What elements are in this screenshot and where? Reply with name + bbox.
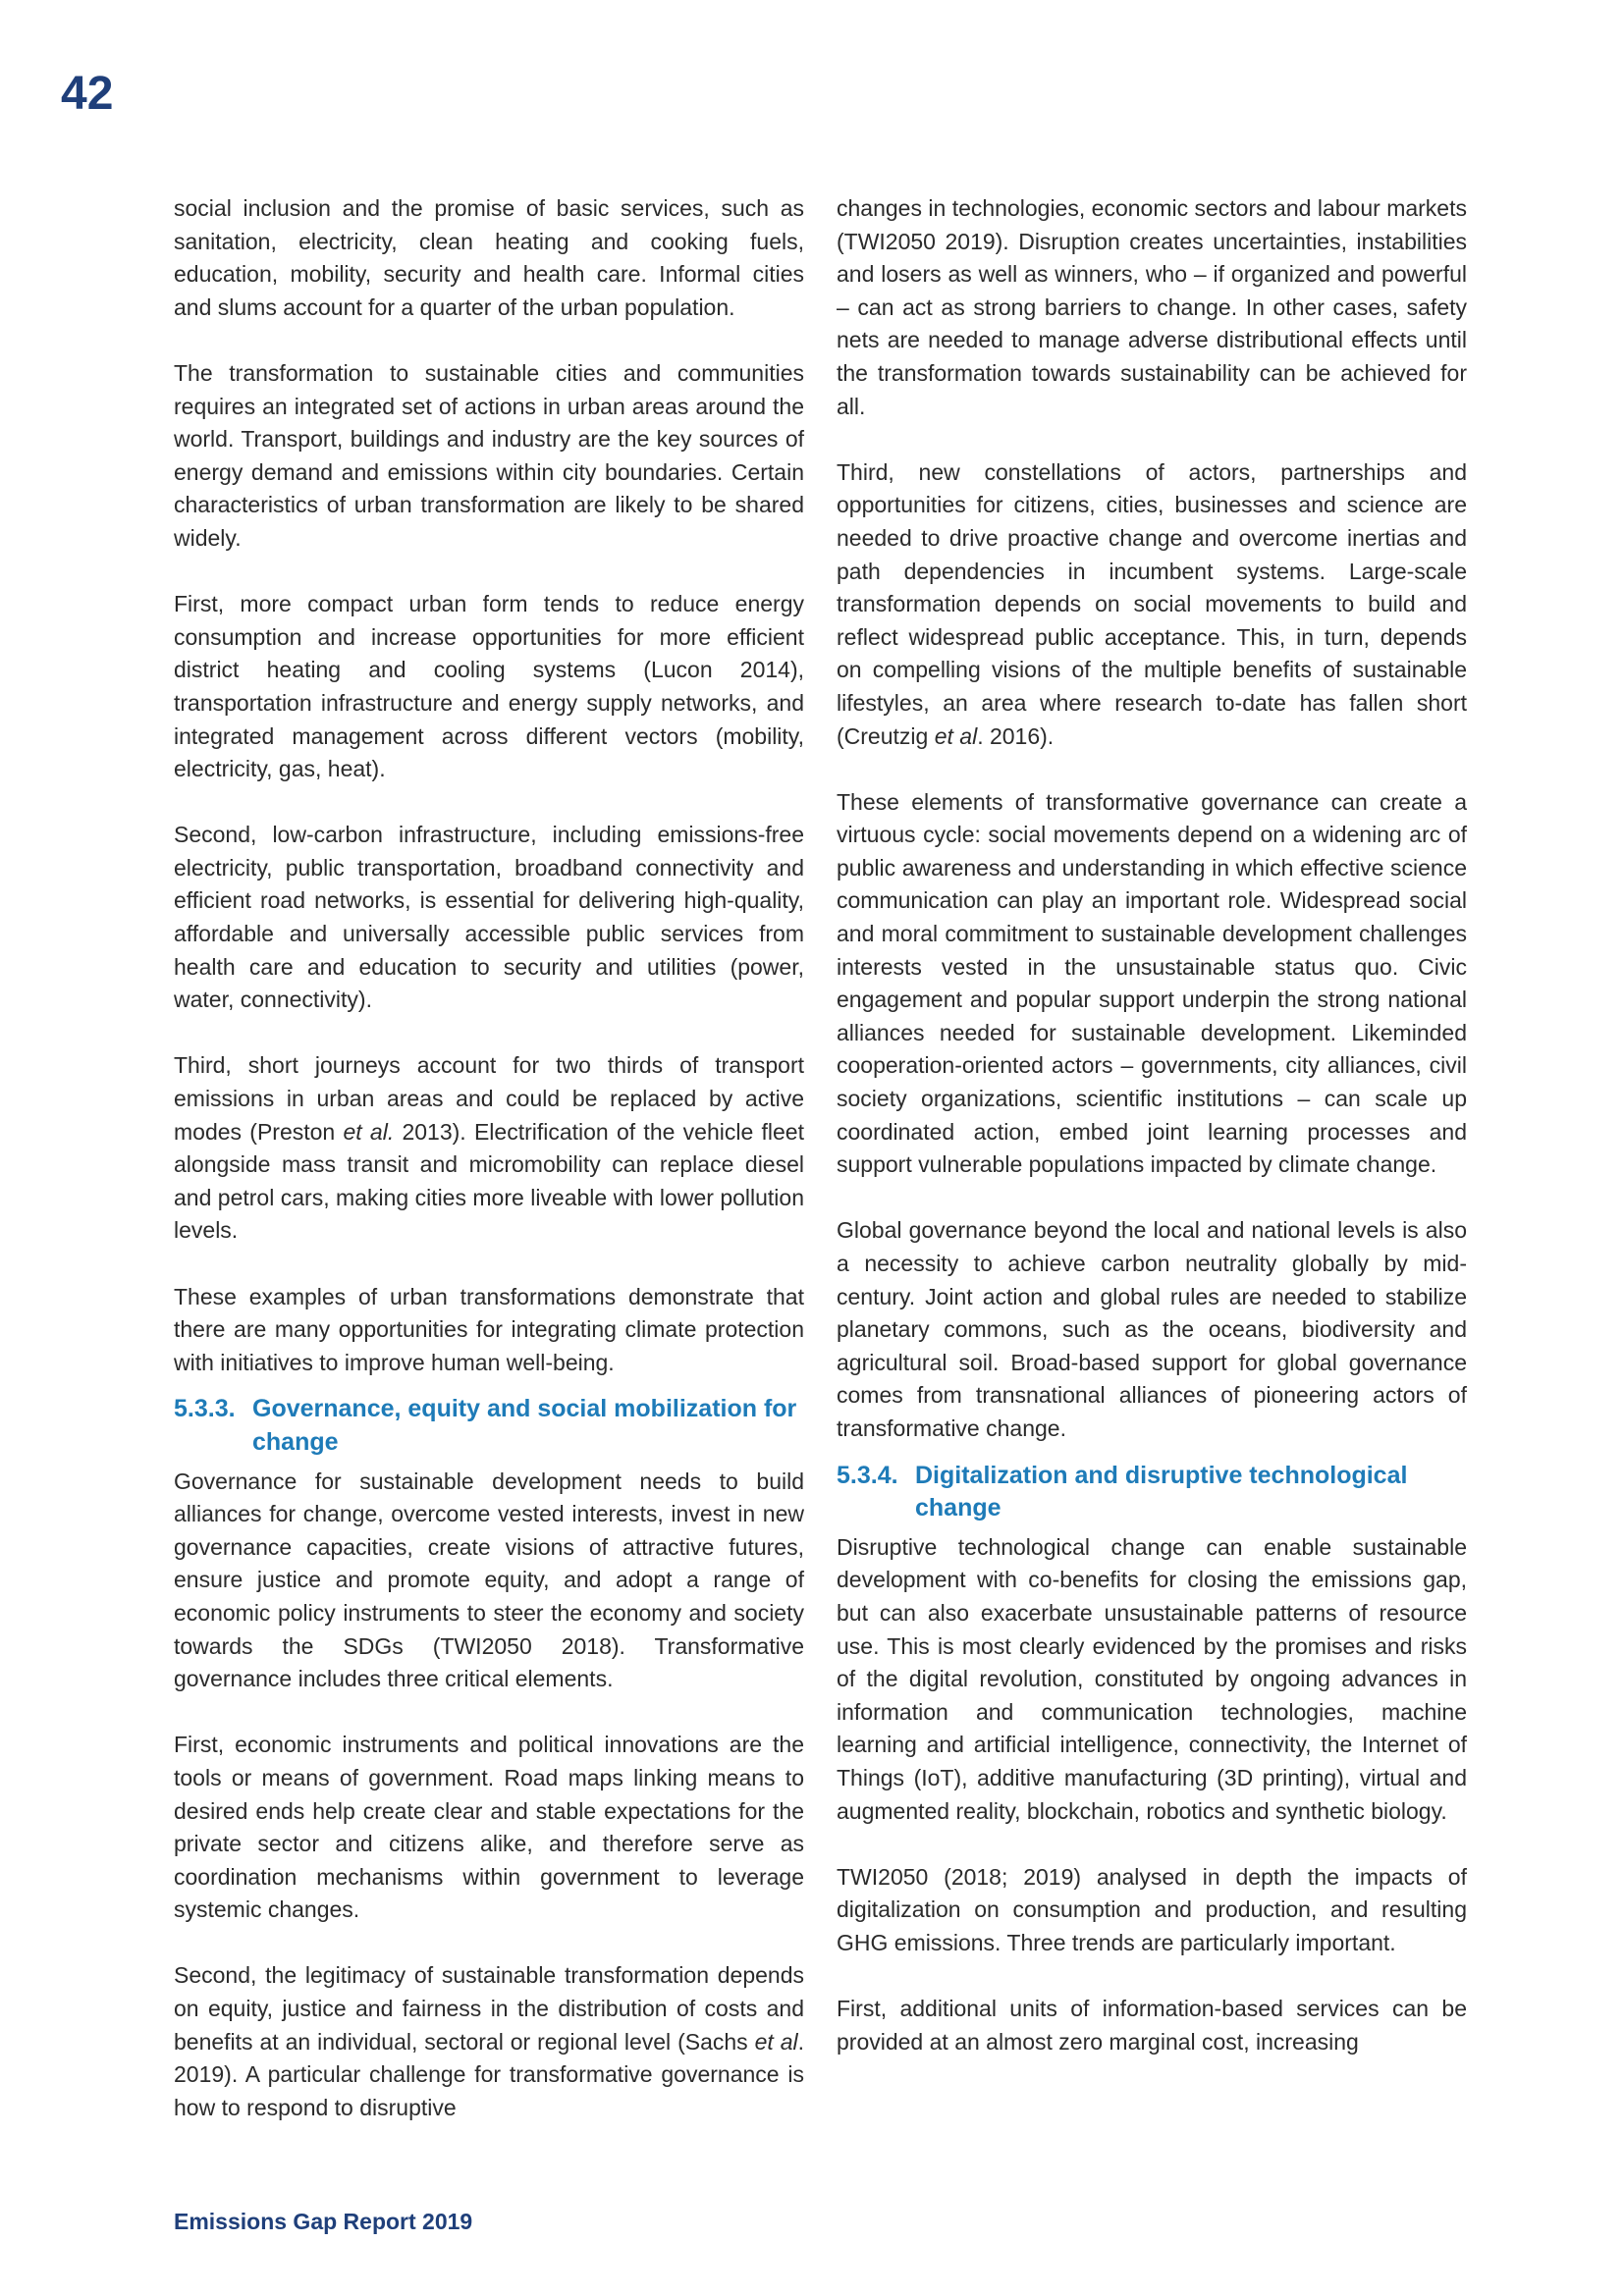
paragraph: First, economic instruments and political innovations are the tools or means of government. Road maps linking means to desired ends help create clear and stable expectations for the private sector and citizens alike, and therefore serve as coordination mechanisms within government to leverage systemic changes. bbox=[174, 1732, 804, 1923]
paragraph: First, additional units of information-based services can be provided at an almost zero marginal cost, increasing bbox=[837, 1996, 1467, 2055]
paragraph: Second, low-carbon infrastructure, including emissions-free electricity, public transportation, broadband connectivity and efficient road networks, is essential for delivering high-quality, affordable and universally accessible public services from health care and education to security and utilities (power, water, connectivity). bbox=[174, 822, 804, 1013]
section-title: Governance, equity and social mobilization for change bbox=[252, 1395, 797, 1456]
left-column bbox=[174, 192, 804, 2124]
page-number: 42 bbox=[61, 68, 114, 120]
paragraph: First, more compact urban form tends to reduce energy consumption and increase opportunities for more efficient district heating and cooling systems (Lucon 2014), transportation infrastructure and energy supply networks, and integrated management across different vectors (mobility, electricity, gas, heat). bbox=[174, 591, 804, 782]
text-span: 2013). Electrification of the vehicle fleet alongside mass transit and micromobility can replace diesel and petrol cars, making cities more liveable with lower pollution levels. bbox=[174, 1118, 804, 1244]
right-column bbox=[837, 192, 1467, 2058]
paragraph: These examples of urban transformations demonstrate that there are many opportunities for integrating climate protection with initiatives to improve human well-being. bbox=[174, 1283, 804, 1375]
paragraph: These elements of transformative governance can create a virtuous cycle: social movements depend on a widening arc of public awareness and understanding in which effective science communication can play an important role. Widespread social and moral commitment to sustainable development challenges interests vested in the unsustainable status quo. Civic engagement and popular support underpin the strong national alliances needed for sustainable development. Likeminded cooperation-oriented actors – governments, city alliances, civil society organizations, scientific institutions – can scale up coordinated action, embed joint learning processes and support vulnerable populations impacted by climate change. bbox=[837, 788, 1467, 1178]
section-number: 5.3.4. bbox=[837, 1461, 898, 1489]
text-span: Third, new constellations of actors, partnerships and opportunities for citizens, cities, businesses and science are needed to drive proactive change and overcome inertias and path dependencies in incumbent systems. Large-scale transformation depends on social movements to build and reflect widespread public acceptance. This, in turn, depends on compelling visions of the multiple benefits of sustainable lifestyles, an area where research to-date has fallen short (Creutzig bbox=[837, 458, 1467, 749]
paragraph: Disruptive technological change can enable sustainable development with co-benefits for closing the emissions gap, but can also exacerbate unsustainable patterns of resource use. This is most clearly evidenced by the promises and risks of the digital revolution, constituted by ongoing advances in information and communication technologies, machine learning and artificial intelligence, connectivity, the Internet of Things (IoT), additive manufacturing (3D printing), virtual and augmented reality, blockchain, robotics and synthetic biology. bbox=[837, 1533, 1467, 1824]
italic-text: et al. bbox=[343, 1118, 395, 1145]
text-span: Third, short journeys account for two thirds of transport emissions in urban areas and could be replaced by active modes (Preston bbox=[174, 1052, 804, 1145]
paragraph: The transformation to sustainable cities and communities requires an integrated set of actions in urban areas around the world. Transport, buildings and industry are the key sources of energy demand and emissions within city boundaries. Certain characteristics of urban transformation are likely to be shared widely. bbox=[174, 359, 804, 551]
text-span: . 2019). A particular challenge for transformative governance is how to respond to disruptive bbox=[174, 2028, 804, 2120]
text-span: Second, the legitimacy of sustainable transformation depends on equity, justice and fairness in the distribution of costs and benefits at an individual, sectoral or regional level (Sachs bbox=[174, 1962, 804, 2055]
paragraph: social inclusion and the promise of basic services, such as sanitation, electricity, clean heating and cooking fuels, education, mobility, security and health care. Informal cities and slums account for a quarter of the urban population. bbox=[174, 195, 804, 320]
paragraph: TWI2050 (2018; 2019) analysed in depth the impacts of digitalization on consumption and production, and resulting GHG emissions. Three trends are particularly important. bbox=[837, 1863, 1467, 1955]
text-span: . 2016). bbox=[977, 722, 1055, 749]
paragraph: Governance for sustainable development needs to build alliances for change, overcome vested interests, invest in new governance capacities, create visions of attractive futures, ensure justice and promote equity, and adopt a range of economic policy instruments to steer the economy and society towards the SDGs (TWI2050 2018). Transformative governance includes three critical elements. bbox=[174, 1468, 804, 1692]
footer-report-title: Emissions Gap Report 2019 bbox=[174, 2209, 473, 2234]
italic-text: et al bbox=[754, 2028, 798, 2055]
section-heading bbox=[174, 1393, 804, 1459]
italic-text: et al bbox=[934, 722, 978, 749]
paragraph: Global governance beyond the local and national levels is also a necessity to achieve carbon neutrality globally by mid-century. Joint action and global rules are needed to stabilize planetary commons, such as the oceans, biodiversity and agricultural soil. Broad-based support for global governance comes from transnational alliances of pioneering actors of transformative change. bbox=[837, 1217, 1467, 1441]
section-number: 5.3.3. bbox=[174, 1395, 236, 1423]
paragraph: changes in technologies, economic sectors and labour markets (TWI2050 2019). Disruption creates uncertainties, instabilities and losers as well as winners, who – if organized and powerful – can act as strong barriers to change. In other cases, safety nets are needed to manage adverse distributional effects until the transformation towards sustainability can be achieved for all. bbox=[837, 195, 1467, 419]
paragraph bbox=[837, 456, 1467, 753]
section-title: Digitalization and disruptive technological change bbox=[915, 1461, 1408, 1522]
paragraph bbox=[174, 1959, 804, 2124]
paragraph bbox=[174, 1049, 804, 1248]
section-heading bbox=[837, 1460, 1467, 1525]
